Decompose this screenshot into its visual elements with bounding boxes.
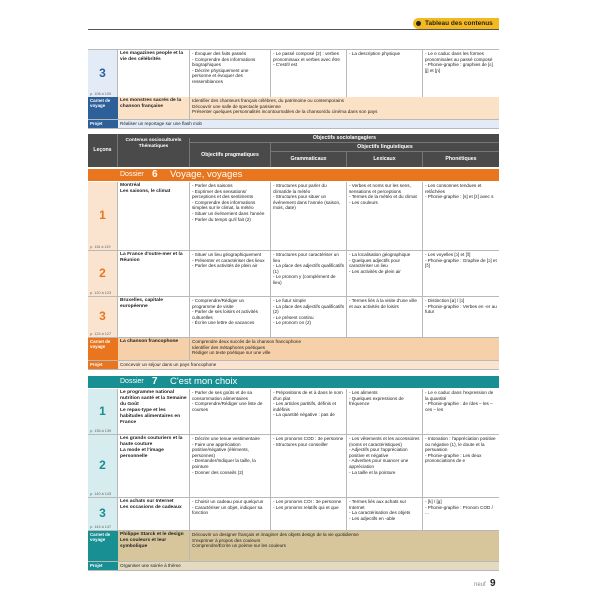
projet-text: Organiser une soirée à thème [120, 563, 181, 568]
header-pragmatiques: Objectifs pragmatiques [190, 143, 271, 167]
header-linguistiques: Objectifs linguistiques [271, 143, 499, 152]
page-number: 9 [490, 578, 496, 589]
lesson-grammaticaux: - Structures pour parler du climat/de la météo - Structures pour situer un événement dans l'année (saison, mois, date) [271, 182, 347, 250]
lesson-lexicaux: - Termes liés à la visite d'une ville et aux activités de loisirs [347, 297, 423, 337]
header-grammaticaux: Grammaticaux [271, 152, 347, 167]
bullet-icon [416, 21, 421, 26]
lesson-theme: Bruxelles, capitale européenne [118, 297, 190, 337]
projet-row [88, 120, 499, 129]
lesson-phonetiques: - Le e caduc dans l'expression de la quantité - Phonie-graphie : de /des – les – ces – les [423, 389, 499, 434]
lesson-grammaticaux: - Le passé composé (2) : verbes pronominaux et verbes avec être - C'est/Il est [271, 50, 347, 97]
carnet-line: Découvrir une salle de spectacle parisienne [192, 103, 281, 109]
lesson-theme: Le programme national nutrition santé et la Semaine du Goût Le repas-type et les habitudes alimentaires en France [118, 389, 190, 434]
table-header [88, 134, 499, 167]
dossier-label: Dossier [120, 171, 144, 178]
header-lexicaux: Lexicaux [347, 152, 423, 167]
lesson-theme: Montréal Les saisons, le climat [118, 182, 190, 250]
dossier-title: C'est mon choix [170, 376, 238, 387]
lesson-pages: p. 140 à 143 [90, 492, 112, 496]
carnet-line: Découvrir un designer français et imaginer des objets design de la vie quotidienne [192, 532, 359, 537]
lesson-grammaticaux: - Structures pour caractériser un lieu - La place des adjectifs qualificatifs (1) - Le pronom y (complément de lieu) [271, 251, 347, 296]
carnet-label: Carnet de voyage [88, 338, 118, 360]
header-rule [88, 29, 499, 30]
lesson-lexicaux: - Verbes et noms sur les sens, sensations et perceptions - Termes de la météo et du climat - Les couleurs [347, 182, 423, 250]
projet-text: Concevoir un séjour dans un pays francophone [120, 362, 217, 367]
lesson-grammaticaux: - Le futur simple - La place des adjectifs qualificatifs (2) - Le présent continu - Le pronom on (2) [271, 297, 347, 337]
carnet-line: Comprendre/Écrire un poème sur les couleurs [192, 543, 286, 549]
table-row [88, 182, 499, 251]
projet-row [88, 361, 499, 370]
lesson-pages: p. 144 à 147 [90, 525, 112, 529]
lesson-theme: La France d'outre-mer et la Réunion [118, 251, 190, 296]
dossier-number: 7 [152, 376, 158, 387]
lesson-pages: p. 124 à 127 [90, 332, 112, 336]
carnet-line: Identifier des chanteurs français célèbres, du patrimoine ou contemporains [192, 98, 344, 103]
carnet-row [88, 338, 499, 361]
table-row [88, 389, 499, 435]
tab-label: Tableau des contenus [425, 20, 493, 27]
lesson-phonetiques: - Les voyelles [ɔ] et [ɔ̃] - Phonie-graphie : Graphie de [ɔ] et [ɔ̃] [423, 251, 499, 296]
lesson-pages: p. 116 à 119 [90, 245, 111, 249]
header-contenus: Contenus socioculturels Thématiques [118, 138, 190, 167]
lesson-pages: p. 136 à 139 [90, 429, 112, 433]
lesson-theme: Les grands couturiers et la haute couture La mode et l'image personnelle [118, 435, 190, 497]
projet-label: Projet [88, 120, 118, 128]
table-row [88, 498, 499, 531]
carnet-line: Identifier des métaphores poétiques [192, 344, 266, 350]
lesson-grammaticaux: - Les pronoms COD : 3e personne - Structures pour conseiller [271, 435, 347, 497]
lesson-number: 3 [88, 50, 118, 97]
lesson-pages: p. 108 à 109 [90, 92, 112, 96]
lesson-pragmatiques: - Parler des saisons - Exprimer des sensations/ perceptions et des sentiments - Comprendre des informations simples sur le climat, la météo - Situer un événement dans l'année - Parler du temps qu'il fait (2) [190, 182, 271, 250]
lesson-number: 3 [88, 498, 118, 530]
table-row [88, 435, 499, 498]
table-of-contents-tab [413, 18, 499, 29]
table-row [88, 49, 499, 98]
dossier-number: 6 [152, 169, 158, 180]
projet-label: Projet [88, 562, 118, 570]
lesson-number: 2 [88, 435, 118, 497]
projet-label: Projet [88, 361, 118, 369]
dossier-label: Dossier [120, 378, 144, 385]
carnet-row [88, 97, 499, 120]
carnet-row [88, 531, 499, 562]
lesson-theme: Les magazines people et la vie des célébrités [118, 50, 190, 97]
lesson-number: 1 [88, 182, 118, 250]
lesson-phonetiques: - [k] / [g] - Phonie-graphie : Pronom COD / ... [423, 498, 499, 530]
header-phonetiques: Phonétiques [445, 156, 477, 162]
carnet-content [190, 338, 499, 360]
table-row [88, 251, 499, 297]
lesson-phonetiques: - Intonation : l'appréciation positive ou négative (1), le doute et la persuasion - Phonie-graphie : Les deux prononciations de e [423, 435, 499, 497]
lesson-lexicaux: - La localisation géographique - Quelques adjectifs pour caractériser un lieu - Les activités de plein air [347, 251, 423, 296]
lesson-lexicaux: - Les vêtements et les accessoires (noms et caractéristiques) - Adjectifs pour l'appréciation positive et négative - Adverbes pour nuancer une appréciation - La taille et la pointure [347, 435, 423, 497]
dossier-7-banner [88, 376, 499, 388]
lesson-pages: p. 120 à 123 [90, 291, 112, 295]
lesson-lexicaux: - Termes liés aux achats sur Internet - La caractérisation des objets - Les adjectifs en -able [347, 498, 423, 530]
carnet-line: Présenter quelques personnalités incontournables de la chanson/du cinéma dans son pays [192, 109, 378, 115]
page-word: neuf [474, 582, 486, 588]
lesson-number: 2 [88, 251, 118, 296]
carnet-theme: Philippe Starck et le design Les couleurs et leur symbolique [118, 531, 190, 561]
carnet-content [190, 531, 499, 561]
header-socio: Objectifs sociolangagiers [190, 134, 499, 143]
lesson-number: 1 [88, 389, 118, 434]
lesson-pragmatiques: - Choisir un cadeau pour quelqu'un - Caractériser un objet, indiquer sa fonction [190, 498, 271, 530]
lesson-grammaticaux: - Prépositions de et à dans le nom d'un plat - Les articles partitifs, définis et indéfinis - La quantité négative : pas de [271, 389, 347, 434]
lesson-pragmatiques: - Décrire une tenue vestimentaire - Faire une appréciation positive/négative (éléments, personnes) - Demander/Indiquer la taille, la pointure - Donner des conseils (2) [190, 435, 271, 497]
dossier-title: Voyage, voyages [170, 169, 243, 180]
carnet-label: Carnet de voyage [88, 531, 118, 561]
header-lecons: Leçons [88, 134, 118, 167]
lesson-number: 3 [88, 297, 118, 337]
lesson-phonetiques: - Le e caduc dans les formes pronominales au passé composé - Phonie-graphie : graphies de [ɛ] [j] et [ɲ] [423, 50, 499, 97]
carnet-theme: La chanson francophone [118, 338, 190, 360]
lesson-pragmatiques: - Comprendre/Rédiger un programme de visite - Parler de ses loisirs et activités culturelles - Écrire une lettre de vacances [190, 297, 271, 337]
carnet-line: S'exprimer à propos des couleurs [192, 537, 261, 543]
projet-row [88, 562, 499, 571]
carnet-content [190, 97, 499, 119]
carnet-theme: Les monstres sacrés de la chanson française [118, 97, 190, 119]
lesson-pragmatiques: - Situer un lieu géographiquement - Présenter et caractériser des lieux - Parler des activités de plein air [190, 251, 271, 296]
lesson-phonetiques: - Distinction [ø] / [ɔ] - Phonie-graphie : Verbes en -er au futur [423, 297, 499, 337]
carnet-line: Comprendre deux succès de la chanson francophone [192, 339, 302, 344]
table-row [88, 297, 499, 338]
lesson-grammaticaux: - Les pronoms COI : 3e personne - Les pronoms relatifs qui et que [271, 498, 347, 530]
lesson-pragmatiques: - Évoquer des faits passés - Comprendre des informations biographiques - Décrire physiquement une personne et évoquer des ressemblances [190, 50, 271, 97]
carnet-label: Carnet de voyage [88, 97, 118, 119]
dossier-6-banner [88, 169, 499, 181]
lesson-lexicaux: - La description physique [347, 50, 423, 97]
projet-text: Réaliser un reportage sur une flash mob [120, 121, 202, 126]
carnet-line: Rédiger un texte poétique sur une ville [192, 350, 271, 356]
lesson-theme: Les achats sur Internet Les occasions de cadeaux [118, 498, 190, 530]
lesson-lexicaux: - Les aliments - Quelques expressions de fréquence [347, 389, 423, 434]
lesson-phonetiques: - Les consonnes tendues et relâchées - Phonie-graphie : [s] et [z] avec s [423, 182, 499, 250]
lesson-pragmatiques: - Parler de ses goûts et de sa consommation alimentaires - Comprendre/Rédiger une liste de courses [190, 389, 271, 434]
